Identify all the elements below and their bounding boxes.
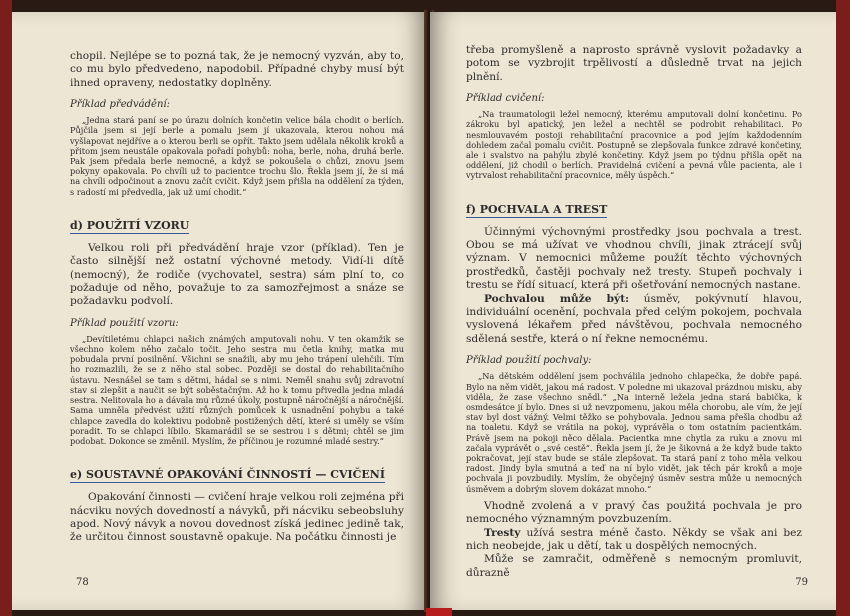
punish-paragraph <box>466 527 802 554</box>
punish-text: užívá sestra méně často. Někdy se však ani bez nich neobejde, jak u dětí, tak u dospělých nemocných. <box>466 526 802 552</box>
praise-lead: Pochvalou může být: <box>484 292 629 305</box>
closing-text-1: Vhodně zvolená a v pravý čas použitá pochvala je pro nemocného významným povzbuzením. <box>466 499 802 526</box>
left-page-number: 78 <box>76 577 89 588</box>
left-opening-paragraph: chopil. Nejlépe se to pozná tak, že je nemocný vyzván, aby to, co mu bylo předvedeno, napodobil. Případné chyby musí být ihned opraveny, nedostatky doplněny. <box>70 50 404 89</box>
book-cover-left <box>0 0 12 616</box>
left-example2-quote: „Devítiletému chlapci našich známých amputovali nohu. V ten okamžik se všechno kolem něho začalo točit. Jeho sestra mu četla knihy, matka mu pobudala první posilnění. Všichni se snažili, aby mu jeho trápení ulehčili. Tím ho rozmazlili, že se z něho stal sobec. Později se dostal do rehabilitačního ústavu. Nesnášel se tam s dětmi, hádal se s nimi. Neměl snahu svůj zdravotní stav si zlepšit a naučit se být soběstačným. Až ho k tomu přivedla jedna mladá sestra. Nelitovala ho a dávala mu různé úkoly, postupně náročnější a náročnější. Sama umněla předvést užití různých pomůcek k usnadnění pohybu a také chlapce zavedla do kolektivu podobně postižených dětí, které si uměly se vším poradit. To se chlapci líbilo. Skamarádil se se sestrou i s dětmi; chtěl se jim podobat. Dokonce se změnil. Myslím, že příčinou je rozumné mladé sestry.“ <box>70 333 404 446</box>
bookmark-ribbon <box>426 608 452 616</box>
right-example1-label: Příklad cvičení: <box>466 93 545 105</box>
section-d-text: Velkou roli při předvádění hraje vzor (příklad). Ten je často silnější než ostatní výchovné metody. Vidí-li dítě (nemocný), že rodiče (vychovatel, sestra) sám plní to, co požaduje od něho, považuje to za samozřejmost a snáze se požadavku podvolí. <box>70 241 404 308</box>
section-e-heading: e) SOUSTAVNÉ OPAKOVÁNÍ ČINNOSTÍ — CVIČENÍ <box>70 468 386 482</box>
left-example2-label: Příklad použití vzoru: <box>70 317 179 329</box>
right-page-number: 79 <box>795 577 808 588</box>
section-f-heading: f) POCHVALA A TREST <box>466 202 608 216</box>
punish-lead: Tresty <box>484 526 521 539</box>
right-example2-label: Příklad použití pochvaly: <box>466 355 592 367</box>
section-d-heading: d) POUŽITÍ VZORU <box>70 218 190 232</box>
left-example1-quote: „Jedna stará paní se po úrazu dolních končetin velice bála chodit o berlích. Půjčila jsem si její berle a pomalu jsem jí ukazovala, kterou nohou má vyšlapovat nejdříve a o kterou berli se opřít. Takto jsem udělala několik kroků a přitom jsem neustále opakovala pořadí pohybů: noha, berle, noha, druhá berle. Pak jsem předala berle nemocné, a když se pokoušela o chůzi, znovu jsem pokyny opakovala. Po chvíli už to pacientce trochu šlo. Řekla jsem jí, že si má na chvíli odpočinout a znovu začít cvičit. Když jsem přišla na oddělení za týden, s radostí mi předvedla, jak už umí chodit.“ <box>70 115 404 197</box>
right-example1-quote: „Na traumatologii ležel nemocný, kterému amputovali dolní končetinu. Po zákroku byl apatický, jen ležel a nechtěl se podrobit rehabilitaci. Po nesmlouvavém postoji rehabilitační pracovnice a pod jejím každodenním dohledem začal pomalu cvičit. Postupně se zlepšovala funkce zdravé končetiny, ale i svalstvo na pahýlu zbylé končetiny. Když jsem po týdnu přišla opět na oddělení, již chodil o berlích. Pravidelná cvičení a pevná vůle pacienta, ale i vytrvalost rehabilitační pracovnice, měly úspěch.“ <box>466 109 802 181</box>
closing-text-2: Může se zamračit, odměřeně s nemocným promluvit, důrazně <box>466 553 802 579</box>
praise-paragraph <box>466 293 802 347</box>
section-e-text: Opakování činnosti — cvičení hraje velkou roli zejména při nácviku nových dovedností a návyků, při nácviku sebeobsluhy apod. Nový návyk a novou dovednost získá jedinec jedině tak, že určitou činnost soustavně opakuje. Na počátku činnosti je <box>70 491 404 544</box>
left-page <box>12 12 426 610</box>
left-example1-label: Příklad předvádění: <box>70 99 170 111</box>
section-f-intro: Účinnými výchovnými prostředky jsou pochvala a trest. Obou se má užívat ve vhodnou chvíli, jinak ztrácejí svůj význam. V nemocnici můžeme použít těchto výchovných prostředků, častěji pochvaly než tresty. Stupeň pochvaly i trestu se řídí situací, která při ošetřování nemocných nastane. <box>466 225 802 292</box>
right-page <box>430 12 836 610</box>
right-example2-quote: „Na dětském oddělení jsem pochválila jednoho chlapečka, že dobře papá. Bylo na něm vidět, jakou má radost. V poledne mi ukazoval prázdnou misku, aby viděla, že zase všechno snědl.“ „Na interně ležela jedna stará babička, k osmdesátce jí bylo. Dnes si už nevzpomenu, jakou měla chorobu, ale vím, že její stav byl dost vážný. Velmi těžko se pohybovala. Jednou sama přešla chodbu až na toaletu. Když se vrátila na pokoj, vyprávěla o tom ostatním pacientkám. Právě jsem na pokoji něco dělala. Pacientka mne chytla za ruku a znovu mi začala vyprávět o „své cestě“. Řekla jsem jí, že je šikovná a že když bude takto pokračovat, její stav bude se stále zlepšovat. Ta stará paní z toho měla velkou radost. Jindy byla smutná a teď na ní bylo vidět, jak těch pár kroků a moje pochvala ji povzbudily. Myslím, že obyčejný úsměv sestra může u nemocných úsměvem a dobrým slovem dokázat mnoho.“ <box>466 371 802 494</box>
praise-text: úsměv, pokývnutí hlavou, individuální ocenění, pochvala před celým pokojem, pochvala vyslovená lékařem před návštěvou, pochvala nemocného sdělená sestře, která o ní řekne nemocnému. <box>466 292 802 345</box>
book-cover-right <box>836 0 850 616</box>
right-opening-paragraph: třeba promyšleně a naprosto správně vyslovit požadavky a potom se vyzbrojit trpělivostí a důsledně trvat na jejich plnění. <box>466 44 802 83</box>
